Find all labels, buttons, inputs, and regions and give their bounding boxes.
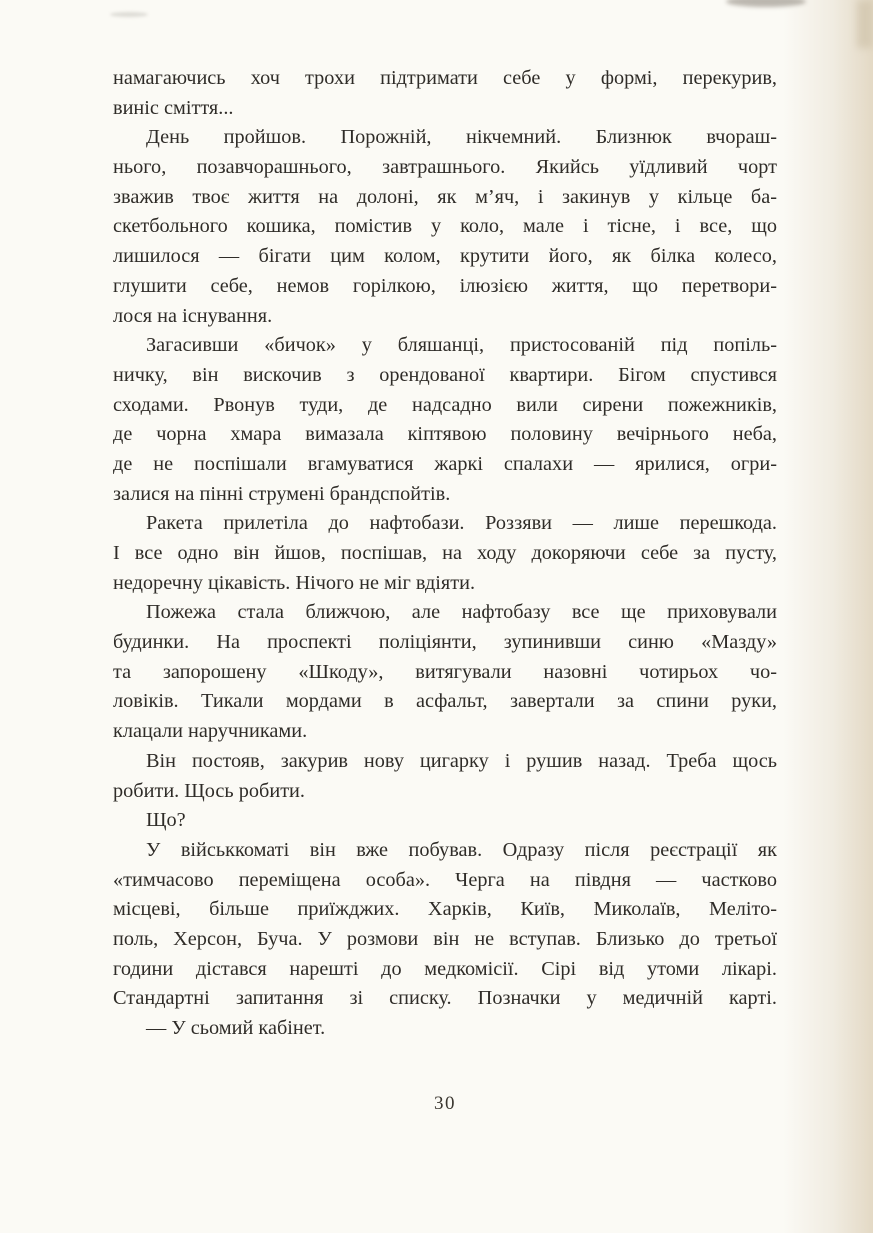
page-number: 30 [434,1093,456,1114]
text-line: глушити себе, немов горілкою, ілюзією життя, що перетвори- [113,274,777,297]
text-line: де чорна хмара вимазала кіптявою половину вечірнього неба, [113,423,777,446]
text-line: зважив твоє життя на долоні, як м’яч, і закинув у кільце ба- [113,185,777,208]
text-line: клацали наручниками. [113,720,308,743]
text-block [113,64,777,1044]
text-line: робити. Щось робити. [113,779,305,802]
text-line: сходами. Рвонув туди, де надсадно вили сирени пожежників, [113,393,777,416]
text-line: — У сьомий кабінет. [146,1017,326,1039]
text-line: лишилося — бігати цим колом, крутити його, як білка колесо, [113,245,777,268]
text-line: ничку, він вискочив з орендованої квартири. Бігом спустився [113,363,777,386]
scan-smudge-top-right [726,0,806,7]
scan-corner-shadow [857,0,873,48]
text-line: Пожежа стала ближчою, але нафтобазу все ще приховували [146,601,777,624]
text-line: години дістався нарешті до медкомісії. Сірі від утоми лікарі. [113,957,777,980]
text-line: виніс сміття... [113,96,234,119]
text-line: Що? [146,809,186,832]
text-line: нього, позавчорашнього, завтрашнього. Якийсь уїдливий чорт [113,156,777,179]
text-line: місцеві, більше приїжджих. Харків, Київ, Миколаїв, Меліто- [113,898,777,921]
text-line: будинки. На проспекті поліціянти, зупинивши синю «Мазду» [113,631,777,654]
text-line: І все одно він йшов, поспішав, на ходу докоряючи себе за пусту, [113,542,777,564]
text-line: де не поспішали вгамуватися жаркі спалахи — ярилися, огри- [113,452,777,475]
text-line: «тимчасово переміщена особа». Черга на півдня — частково [113,868,777,891]
text-line: ловіків. Тикали мордами в асфальт, завертали за спини руки, [113,690,777,713]
text-line: скетбольного кошика, помістив у коло, мале і тісне, і все, що [113,215,777,238]
text-line: Він постояв, закурив нову цигарку і рушив назад. Треба щось [146,749,777,772]
text-line: Стандартні запитання зі списку. Позначки у медичній карті. [113,987,777,1010]
text-line: Загасивши «бичок» у бляшанці, пристосованій під попіль- [146,334,777,357]
text-line: Ракета прилетіла до нафтобази. Роззяви — лише перешкода. [146,512,777,535]
scan-edge-shadow [783,0,873,1233]
text-line: намагаючись хоч трохи підтримати себе у формі, перекурив, [113,67,777,89]
text-line: День пройшов. Порожній, нікчемний. Близнюк вчораш- [146,126,777,149]
text-line: залися на пінні струмені брандспойтів. [113,482,451,505]
text-line: та запорошену «Шкоду», витягували назовні чотирьох чо- [113,660,777,683]
text-line: У військкоматі він вже побував. Одразу після реєстрації як [146,838,777,861]
text-line: недоречну цікавість. Нічого не міг вдіяти. [113,571,476,594]
scan-smudge-dash [110,12,148,17]
text-line: поль, Херсон, Буча. У розмови він не вступав. Близько до третьої [113,927,777,950]
text-line: лося на існування. [113,304,273,327]
